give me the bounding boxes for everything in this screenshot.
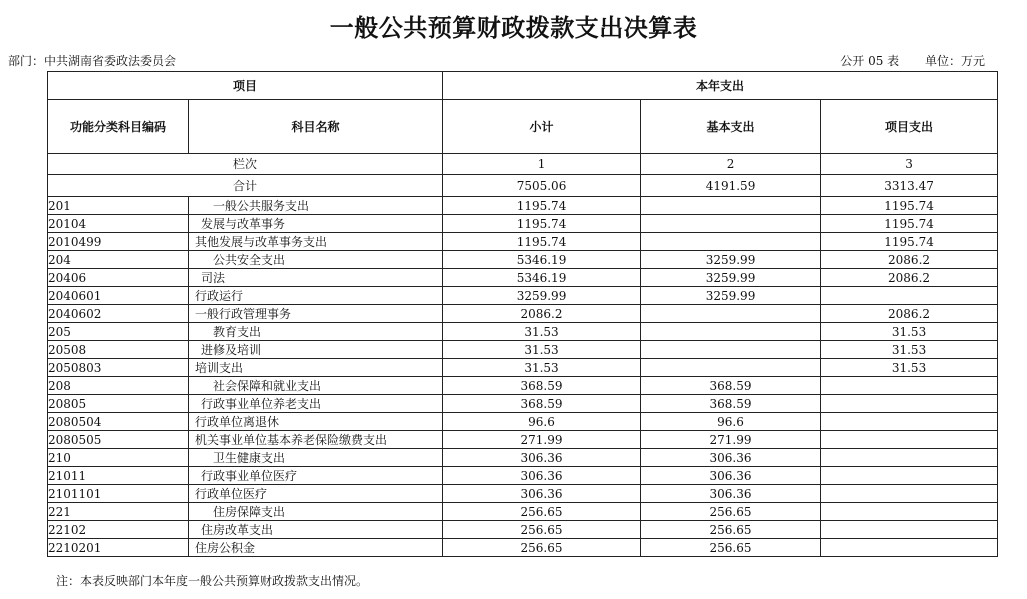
total-row — [48, 175, 998, 197]
row-basic — [641, 215, 821, 233]
row-basic: 3259.99 — [641, 251, 821, 269]
table-row — [48, 485, 998, 503]
table-row — [48, 521, 998, 539]
table-row — [48, 449, 998, 467]
row-name: 住房改革支出 — [189, 521, 443, 539]
column-number-3: 3 — [821, 154, 998, 175]
row-name: 住房保障支出 — [189, 503, 443, 521]
row-subtotal: 368.59 — [443, 377, 641, 395]
row-code: 20805 — [48, 395, 189, 413]
table-row — [48, 233, 998, 251]
table-row — [48, 359, 998, 377]
row-name: 行政事业单位养老支出 — [189, 395, 443, 413]
row-name: 社会保障和就业支出 — [189, 377, 443, 395]
row-name: 住房公积金 — [189, 539, 443, 557]
row-project: 1195.74 — [821, 233, 998, 251]
row-subtotal: 306.36 — [443, 485, 641, 503]
footnote: 注：本表反映部门本年度一般公共预算财政拨款支出情况。 — [56, 574, 369, 588]
column-number-label: 栏次 — [48, 154, 443, 175]
row-subtotal: 256.65 — [443, 503, 641, 521]
table-row — [48, 287, 998, 305]
total-subtotal: 7505.06 — [443, 175, 641, 197]
row-code: 2040602 — [48, 305, 189, 323]
row-name: 机关事业单位基本养老保险缴费支出 — [189, 431, 443, 449]
row-name: 卫生健康支出 — [189, 449, 443, 467]
row-project: 2086.2 — [821, 269, 998, 287]
row-name: 行政单位离退休 — [189, 413, 443, 431]
row-code: 2040601 — [48, 287, 189, 305]
row-basic — [641, 341, 821, 359]
row-code: 2010499 — [48, 233, 189, 251]
table-row — [48, 413, 998, 431]
row-basic: 256.65 — [641, 521, 821, 539]
row-basic — [641, 323, 821, 341]
row-basic: 256.65 — [641, 503, 821, 521]
total-basic: 4191.59 — [641, 175, 821, 197]
row-code: 221 — [48, 503, 189, 521]
table-row — [48, 503, 998, 521]
total-label: 合计 — [48, 175, 443, 197]
row-subtotal: 5346.19 — [443, 251, 641, 269]
row-project: 31.53 — [821, 359, 998, 377]
department-label: 部门：中共湖南省委政法委员会 — [8, 54, 177, 68]
table-number: 公开 05 表 — [840, 54, 900, 68]
row-project — [821, 287, 998, 305]
row-name: 一般行政管理事务 — [189, 305, 443, 323]
row-project: 31.53 — [821, 341, 998, 359]
row-code: 2101101 — [48, 485, 189, 503]
header-basic: 基本支出 — [641, 100, 821, 154]
row-project: 1195.74 — [821, 197, 998, 215]
row-subtotal: 271.99 — [443, 431, 641, 449]
row-project — [821, 431, 998, 449]
row-subtotal: 2086.2 — [443, 305, 641, 323]
header-current-year: 本年支出 — [443, 72, 998, 100]
row-name: 行政单位医疗 — [189, 485, 443, 503]
row-project: 1195.74 — [821, 215, 998, 233]
row-project: 31.53 — [821, 323, 998, 341]
row-subtotal: 5346.19 — [443, 269, 641, 287]
row-project — [821, 395, 998, 413]
column-number-row — [48, 154, 998, 175]
row-basic — [641, 359, 821, 377]
row-subtotal: 31.53 — [443, 323, 641, 341]
row-basic: 3259.99 — [641, 269, 821, 287]
row-code: 210 — [48, 449, 189, 467]
header-func-code: 功能分类科目编码 — [48, 100, 189, 154]
row-code: 208 — [48, 377, 189, 395]
row-basic — [641, 233, 821, 251]
row-basic: 96.6 — [641, 413, 821, 431]
unit-label: 单位：万元 — [924, 54, 985, 68]
row-subtotal: 368.59 — [443, 395, 641, 413]
row-project — [821, 539, 998, 557]
table-row — [48, 431, 998, 449]
row-name: 其他发展与改革事务支出 — [189, 233, 443, 251]
row-subtotal: 1195.74 — [443, 233, 641, 251]
column-number-2: 2 — [641, 154, 821, 175]
table-row — [48, 251, 998, 269]
row-basic: 306.36 — [641, 485, 821, 503]
table-row — [48, 341, 998, 359]
row-code: 2050803 — [48, 359, 189, 377]
table-row — [48, 539, 998, 557]
row-subtotal: 1195.74 — [443, 197, 641, 215]
row-project — [821, 503, 998, 521]
table-row — [48, 215, 998, 233]
row-basic: 368.59 — [641, 377, 821, 395]
row-subtotal: 3259.99 — [443, 287, 641, 305]
row-project: 2086.2 — [821, 305, 998, 323]
column-number-1: 1 — [443, 154, 641, 175]
row-subtotal: 256.65 — [443, 521, 641, 539]
row-code: 204 — [48, 251, 189, 269]
header-subject-name: 科目名称 — [189, 100, 443, 154]
row-subtotal: 306.36 — [443, 467, 641, 485]
row-project: 2086.2 — [821, 251, 998, 269]
header-subtotal: 小计 — [443, 100, 641, 154]
table-row — [48, 197, 998, 215]
row-basic: 368.59 — [641, 395, 821, 413]
row-name: 行政事业单位医疗 — [189, 467, 443, 485]
row-project — [821, 449, 998, 467]
row-name: 进修及培训 — [189, 341, 443, 359]
table-row — [48, 395, 998, 413]
row-code: 20406 — [48, 269, 189, 287]
row-subtotal: 306.36 — [443, 449, 641, 467]
row-subtotal: 31.53 — [443, 359, 641, 377]
table-row — [48, 377, 998, 395]
expenditure-table — [47, 71, 998, 557]
row-subtotal: 1195.74 — [443, 215, 641, 233]
table-row — [48, 305, 998, 323]
row-basic: 3259.99 — [641, 287, 821, 305]
header-project: 项目 — [48, 72, 443, 100]
row-name: 公共安全支出 — [189, 251, 443, 269]
row-code: 22102 — [48, 521, 189, 539]
row-subtotal: 256.65 — [443, 539, 641, 557]
row-subtotal: 31.53 — [443, 341, 641, 359]
row-code: 2210201 — [48, 539, 189, 557]
row-name: 一般公共服务支出 — [189, 197, 443, 215]
row-code: 21011 — [48, 467, 189, 485]
row-basic: 306.36 — [641, 467, 821, 485]
row-project — [821, 521, 998, 539]
row-basic — [641, 197, 821, 215]
row-basic — [641, 305, 821, 323]
row-project — [821, 413, 998, 431]
total-project: 3313.47 — [821, 175, 998, 197]
header-project-exp: 项目支出 — [821, 100, 998, 154]
page-title: 一般公共预算财政拨款支出决算表 — [329, 14, 698, 42]
row-code: 2080505 — [48, 431, 189, 449]
row-code: 2080504 — [48, 413, 189, 431]
row-code: 20104 — [48, 215, 189, 233]
row-name: 司法 — [189, 269, 443, 287]
row-basic: 271.99 — [641, 431, 821, 449]
row-basic: 256.65 — [641, 539, 821, 557]
row-basic: 306.36 — [641, 449, 821, 467]
row-project — [821, 485, 998, 503]
table-row — [48, 323, 998, 341]
row-code: 201 — [48, 197, 189, 215]
row-name: 行政运行 — [189, 287, 443, 305]
table-meta — [818, 52, 985, 69]
row-subtotal: 96.6 — [443, 413, 641, 431]
row-code: 205 — [48, 323, 189, 341]
row-name: 培训支出 — [189, 359, 443, 377]
table-row — [48, 269, 998, 287]
row-project — [821, 377, 998, 395]
row-name: 发展与改革事务 — [189, 215, 443, 233]
row-name: 教育支出 — [189, 323, 443, 341]
table-row — [48, 467, 998, 485]
row-code: 20508 — [48, 341, 189, 359]
row-project — [821, 467, 998, 485]
